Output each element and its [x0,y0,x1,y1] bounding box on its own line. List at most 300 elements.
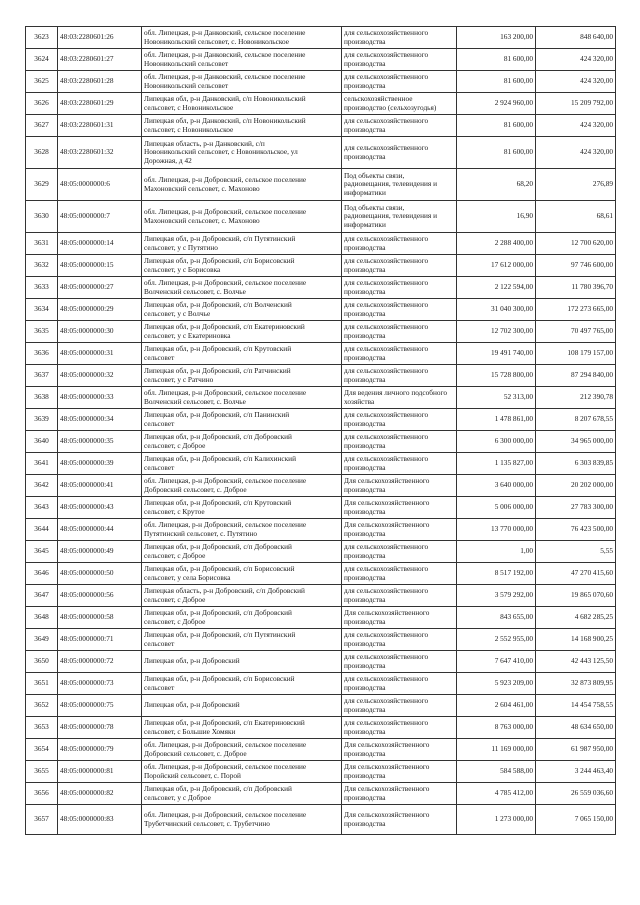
address-cell-line: Липецкая обл, р-н Добровский, с/п Ратчинский [144,366,291,376]
address-cell-line: Липецкая обл, р-н Данковский, с/п Новоникольский [144,116,306,126]
address-cell-line: Махоновский сельсовет, с. Махоново [144,215,260,225]
table-row [26,475,616,497]
table-row [26,783,616,805]
address-cell-line: Новоникольский сельсовет, с Новоникольское, ул [144,147,298,157]
row-number-cell: 3629 [26,169,58,201]
table-row [26,673,616,695]
cadastral-number-cell: 48:05:0000000:41 [58,475,142,497]
cadastral-value-cell: 6 303 839,85 [536,453,616,475]
cadastral-value-cell: 48 634 650,00 [536,717,616,739]
address-cell [142,585,342,607]
row-number-cell: 3645 [26,541,58,563]
address-cell-line: Липецкая обл, р-н Добровский, с/п Борисовский [144,564,295,574]
address-cell [142,739,342,761]
permitted-use-cell-line: для сельскохозяйственного [344,718,429,728]
permitted-use-cell-line: производства [344,374,386,384]
cadastral-number-cell: 48:05:0000000:73 [58,673,142,695]
table-row [26,299,616,321]
table-row [26,27,616,49]
cadastral-value-cell: 34 965 000,00 [536,431,616,453]
table-row [26,137,616,169]
address-cell [142,27,342,49]
row-number-cell: 3637 [26,365,58,387]
permitted-use-cell [342,365,457,387]
address-cell-line: Липецкая обл, р-н Добровский, с/п Калихинский [144,454,296,464]
cadastral-value-cell: 19 865 070,60 [536,585,616,607]
area-cell: 6 300 000,00 [457,431,536,453]
permitted-use-cell-line: производства [344,242,386,252]
address-cell-line: Липецкая обл, р-н Добровский, с/п Волченский [144,300,292,310]
row-number-cell: 3639 [26,409,58,431]
address-cell-line: сельсовет, с Новоникольское [144,102,234,112]
permitted-use-cell-line: для сельскохозяйственного [344,72,429,82]
area-cell: 3 579 292,00 [457,585,536,607]
table-row [26,233,616,255]
permitted-use-cell-line: производства [344,484,386,494]
area-cell: 1 273 000,00 [457,805,536,835]
cadastral-value-cell: 47 270 415,60 [536,563,616,585]
row-number-cell: 3653 [26,717,58,739]
cadastral-number-cell: 48:05:0000000:14 [58,233,142,255]
permitted-use-cell [342,27,457,49]
permitted-use-cell [342,717,457,739]
permitted-use-cell [342,169,457,201]
address-cell-line: сельсовет, у с Ратчино [144,374,214,384]
address-cell-line: сельсовет, с Доброе [144,550,206,560]
cadastral-number-cell: 48:05:0000000:75 [58,695,142,717]
cadastral-value-cell: 87 294 840,00 [536,365,616,387]
address-cell-line: Липецкая обл, р-н Добровский, с/п Путятинский [144,234,296,244]
address-cell-line: обл. Липецкая, р-н Добровский, сельское поселение [144,520,307,530]
address-cell-line: обл. Липецкая, р-н Добровский, сельское поселение [144,175,307,185]
address-cell-line: сельсовет [144,352,175,362]
cadastral-value-cell: 276,89 [536,169,616,201]
row-number-cell: 3635 [26,321,58,343]
permitted-use-cell-line: для сельскохозяйственного [344,344,429,354]
permitted-use-cell-line: производства [344,264,386,274]
cadastral-value-cell: 108 179 157,00 [536,343,616,365]
permitted-use-cell-line: производства [344,528,386,538]
cadastral-value-cell: 3 244 463,40 [536,761,616,783]
address-cell-line: Новоникольский сельсовет [144,80,229,90]
address-cell-line: Липецкая обл, р-н Добровский, с/п Добровский [144,784,292,794]
row-number-cell: 3628 [26,137,58,169]
table-row [26,607,616,629]
address-cell-line: Липецкая обл, р-н Добровский, с/п Панинский [144,410,290,420]
address-cell [142,201,342,233]
table-row [26,563,616,585]
permitted-use-cell-line: для сельскохозяйственного [344,586,429,596]
cadastral-value-cell: 424 320,00 [536,71,616,93]
address-cell [142,321,342,343]
permitted-use-cell [342,519,457,541]
permitted-use-cell-line: производства [344,638,386,648]
permitted-use-cell-line: радиовещания, телевидения и [344,211,437,221]
table-row [26,805,616,835]
row-number-cell: 3648 [26,607,58,629]
permitted-use-cell-line: для сельскохозяйственного [344,432,429,442]
cadastral-value-cell: 7 065 150,00 [536,805,616,835]
cadastral-number-cell: 48:05:0000000:33 [58,387,142,409]
area-cell: 52 313,00 [457,387,536,409]
address-cell-line: Липецкая обл, р-н Добровский, с/п Борисовский [144,674,295,684]
cadastral-number-cell: 48:05:0000000:49 [58,541,142,563]
cadastral-number-cell: 48:03:2280601:26 [58,27,142,49]
permitted-use-cell-line: Для сельскохозяйственного [344,476,430,486]
permitted-use-cell-line: для сельскохозяйственного [344,366,429,376]
cadastral-number-cell: 48:05:0000000:81 [58,761,142,783]
cadastral-number-cell: 48:05:0000000:78 [58,717,142,739]
table-row [26,717,616,739]
row-number-cell: 3631 [26,233,58,255]
address-cell [142,365,342,387]
table-row [26,93,616,115]
cadastral-number-cell: 48:03:2280601:27 [58,49,142,71]
row-number-cell: 3657 [26,805,58,835]
permitted-use-cell-line: Для сельскохозяйственного [344,498,430,508]
permitted-use-cell [342,409,457,431]
table-row [26,541,616,563]
permitted-use-cell-line: производства [344,660,386,670]
address-cell-line: Махоновский сельсовет, с. Махоново [144,183,260,193]
cadastral-number-cell: 48:03:2280601:28 [58,71,142,93]
address-cell [142,93,342,115]
area-cell: 2 122 594,00 [457,277,536,299]
permitted-use-cell-line: производства [344,506,386,516]
area-cell: 8 517 192,00 [457,563,536,585]
address-cell [142,453,342,475]
address-cell-line: Новоникольский сельсовет [144,58,229,68]
address-cell [142,541,342,563]
permitted-use-cell [342,739,457,761]
cadastral-value-cell: 424 320,00 [536,137,616,169]
permitted-use-cell-line: производства [344,80,386,90]
address-cell-line: Липецкая область, р-н Добровский, с/п Добровский [144,586,305,596]
address-cell-line: обл. Липецкая, р-н Добровский, сельское поселение [144,207,307,217]
permitted-use-cell-line: для сельскохозяйственного [344,116,429,126]
permitted-use-cell-line: производства [344,330,386,340]
permitted-use-cell-line: производства [344,418,386,428]
row-number-cell: 3649 [26,629,58,651]
address-cell [142,607,342,629]
address-cell-line: Волченский сельсовет, с. Волчье [144,396,246,406]
cadastral-number-cell: 48:05:0000000:34 [58,409,142,431]
permitted-use-cell-line: для сельскохозяйственного [344,564,429,574]
permitted-use-cell-line: Под объекты связи, [344,170,405,180]
cadastral-number-cell: 48:05:0000000:29 [58,299,142,321]
area-cell: 2 924 960,00 [457,93,536,115]
permitted-use-cell [342,629,457,651]
cadastral-number-cell: 48:05:0000000:31 [58,343,142,365]
cadastral-number-cell: 48:05:0000000:30 [58,321,142,343]
address-cell-line: Липецкая обл, р-н Добровский, с/п Екатериновский [144,322,305,332]
table-row [26,201,616,233]
address-cell-line: обл. Липецкая, р-н Данковский, сельское поселение [144,50,306,60]
cadastral-value-cell: 20 202 000,00 [536,475,616,497]
address-cell-line: сельсовет, у с Путятино [144,242,218,252]
address-cell [142,783,342,805]
table-row [26,739,616,761]
permitted-use-cell-line: информатики [344,187,386,197]
table-row [26,761,616,783]
permitted-use-cell-line: для сельскохозяйственного [344,410,429,420]
permitted-use-cell [342,431,457,453]
area-cell: 1,00 [457,541,536,563]
area-cell: 81 600,00 [457,49,536,71]
address-cell [142,71,342,93]
row-number-cell: 3636 [26,343,58,365]
address-cell [142,761,342,783]
permitted-use-cell [342,233,457,255]
address-cell [142,519,342,541]
area-cell: 8 763 000,00 [457,717,536,739]
permitted-use-cell-line: Под объекты связи, [344,202,405,212]
cadastral-number-cell: 48:03:2280601:31 [58,115,142,137]
permitted-use-cell [342,695,457,717]
cadastral-value-cell: 61 987 950,00 [536,739,616,761]
address-cell-line: Волченский сельсовет, с. Волчье [144,286,246,296]
cadastral-number-cell: 48:05:0000000:83 [58,805,142,835]
permitted-use-cell-line: Для сельскохозяйственного [344,784,430,794]
cadastral-value-cell: 32 873 809,95 [536,673,616,695]
area-cell: 7 647 410,00 [457,651,536,673]
permitted-use-cell [342,321,457,343]
address-cell-line: сельсовет, у с Волчье [144,308,211,318]
permitted-use-cell-line: для сельскохозяйственного [344,322,429,332]
cadastral-number-cell: 48:05:0000000:15 [58,255,142,277]
address-cell-line: обл. Липецкая, р-н Добровский, сельское поселение [144,762,307,772]
row-number-cell: 3623 [26,27,58,49]
row-number-cell: 3632 [26,255,58,277]
address-cell [142,169,342,201]
row-number-cell: 3643 [26,497,58,519]
permitted-use-cell-line: Для ведения личного подсобного [344,388,448,398]
address-cell [142,651,342,673]
area-cell: 163 200,00 [457,27,536,49]
cadastral-number-cell: 48:05:0000000:58 [58,607,142,629]
permitted-use-cell-line: производства [344,124,386,134]
permitted-use-cell-line: Для сельскохозяйственного [344,520,430,530]
table-row [26,365,616,387]
row-number-cell: 3642 [26,475,58,497]
address-cell [142,277,342,299]
permitted-use-cell-line: Для сельскохозяйственного [344,740,430,750]
permitted-use-cell-line: производства [344,726,386,736]
area-cell: 3 640 000,00 [457,475,536,497]
cadastral-value-cell: 42 443 125,50 [536,651,616,673]
permitted-use-cell [342,805,457,835]
table-row [26,71,616,93]
row-number-cell: 3655 [26,761,58,783]
cadastral-number-cell: 48:05:0000000:56 [58,585,142,607]
table-row [26,695,616,717]
table-row [26,321,616,343]
row-number-cell: 3647 [26,585,58,607]
permitted-use-cell-line: производства [344,572,386,582]
table-row [26,431,616,453]
address-cell [142,673,342,695]
address-cell [142,137,342,169]
cadastral-value-cell: 424 320,00 [536,115,616,137]
permitted-use-cell [342,277,457,299]
address-cell-line: сельсовет, у с Борисовка [144,264,221,274]
address-cell [142,233,342,255]
permitted-use-cell [342,497,457,519]
address-cell-line: Липецкая обл, р-н Добровский [144,656,240,666]
address-cell-line: Путятинский сельсовет, с. Путятино [144,528,258,538]
permitted-use-cell [342,387,457,409]
cadastral-number-cell: 48:05:0000000:43 [58,497,142,519]
table-row [26,409,616,431]
address-cell [142,497,342,519]
address-cell-line: Липецкая обл, р-н Добровский, с/п Екатериновский [144,718,305,728]
address-cell-line: обл. Липецкая, р-н Добровский, сельское поселение [144,388,307,398]
address-cell-line: сельсовет, у села Борисовка [144,572,231,582]
address-cell-line: Липецкая обл, р-н Добровский [144,700,240,710]
cadastral-number-cell: 48:05:0000000:35 [58,431,142,453]
address-cell-line: сельсовет [144,462,175,472]
row-number-cell: 3625 [26,71,58,93]
permitted-use-cell-line: для сельскохозяйственного [344,696,429,706]
row-number-cell: 3644 [26,519,58,541]
address-cell-line: обл. Липецкая, р-н Добровский, сельское поселение [144,476,307,486]
row-number-cell: 3646 [26,563,58,585]
cadastral-number-cell: 48:05:0000000:72 [58,651,142,673]
permitted-use-cell [342,93,457,115]
area-cell: 81 600,00 [457,137,536,169]
address-cell [142,409,342,431]
permitted-use-cell [342,71,457,93]
area-cell: 81 600,00 [457,115,536,137]
permitted-use-cell [342,343,457,365]
area-cell: 2 604 461,00 [457,695,536,717]
permitted-use-cell-line: Для сельскохозяйственного [344,810,430,820]
permitted-use-cell-line: производства [344,36,386,46]
permitted-use-cell-line: производства [344,748,386,758]
permitted-use-cell-line: производства [344,770,386,780]
row-number-cell: 3656 [26,783,58,805]
permitted-use-cell [342,607,457,629]
address-cell [142,431,342,453]
permitted-use-cell [342,541,457,563]
address-cell-line: сельсовет, с Доброе [144,594,206,604]
cadastral-number-cell: 48:05:0000000:82 [58,783,142,805]
permitted-use-cell [342,49,457,71]
address-cell [142,717,342,739]
cadastral-value-cell: 848 640,00 [536,27,616,49]
permitted-use-cell-line: производство (сельхозугодья) [344,102,437,112]
permitted-use-cell [342,201,457,233]
permitted-use-cell-line: сельскохозяйственное [344,94,413,104]
address-cell-line: сельсовет, с Крутое [144,506,205,516]
address-cell [142,475,342,497]
row-number-cell: 3652 [26,695,58,717]
cadastral-value-cell: 11 780 396,70 [536,277,616,299]
address-cell [142,629,342,651]
address-cell-line: Липецкая обл, р-н Добровский, с/п Крутовский [144,344,292,354]
row-number-cell: 3641 [26,453,58,475]
permitted-use-cell-line: производства [344,286,386,296]
address-cell-line: Трубетчинский сельсовет, с. Трубетчино [144,818,270,828]
cadastral-number-cell: 48:05:0000000:79 [58,739,142,761]
cadastral-value-cell: 8 207 678,55 [536,409,616,431]
address-cell-line: Дорожная, д 42 [144,155,192,165]
permitted-use-cell-line: производства [344,151,386,161]
table-row [26,497,616,519]
permitted-use-cell [342,761,457,783]
permitted-use-cell-line: производства [344,58,386,68]
address-cell [142,387,342,409]
area-cell: 31 040 300,00 [457,299,536,321]
permitted-use-cell-line: для сельскохозяйственного [344,674,429,684]
area-cell: 5 923 209,00 [457,673,536,695]
permitted-use-cell [342,299,457,321]
address-cell [142,255,342,277]
permitted-use-cell [342,585,457,607]
table-row [26,387,616,409]
cadastral-value-cell: 424 320,00 [536,49,616,71]
row-number-cell: 3651 [26,673,58,695]
permitted-use-cell-line: для сельскохозяйственного [344,652,429,662]
address-cell-line: обл. Липецкая, р-н Данковский, сельское поселение [144,72,306,82]
address-cell-line: сельсовет, у с Доброе [144,792,211,802]
area-cell: 4 785 412,00 [457,783,536,805]
table-row [26,585,616,607]
cadastral-value-cell: 12 700 620,00 [536,233,616,255]
address-cell [142,805,342,835]
address-cell-line: сельсовет, у с Екатериновка [144,330,231,340]
row-number-cell: 3638 [26,387,58,409]
cadastral-number-cell: 48:03:2280601:32 [58,137,142,169]
table-row [26,343,616,365]
permitted-use-cell-line: для сельскохозяйственного [344,234,429,244]
address-cell-line: сельсовет, с Доброе [144,616,206,626]
permitted-use-cell-line: производства [344,818,386,828]
cadastral-value-cell: 97 746 600,00 [536,255,616,277]
address-cell-line: Липецкая обл, р-н Добровский, с/п Крутовский [144,498,292,508]
cadastral-value-cell: 14 168 900,25 [536,629,616,651]
address-cell [142,299,342,321]
area-cell: 1 478 861,00 [457,409,536,431]
permitted-use-cell-line: хозяйства [344,396,375,406]
cadastral-value-cell: 68,61 [536,201,616,233]
cadastral-number-cell: 48:05:0000000:7 [58,201,142,233]
area-cell: 17 612 000,00 [457,255,536,277]
cadastral-value-cell: 172 273 665,00 [536,299,616,321]
table-row [26,169,616,201]
address-cell-line: сельсовет, с Большие Хомяки [144,726,236,736]
address-cell-line: обл. Липецкая, р-н Добровский, сельское поселение [144,278,307,288]
address-cell-line: Липецкая обл, р-н Добровский, с/п Борисовский [144,256,295,266]
permitted-use-cell-line: для сельскохозяйственного [344,300,429,310]
permitted-use-cell-line: производства [344,352,386,362]
area-cell: 11 169 000,00 [457,739,536,761]
address-cell-line: обл. Липецкая, р-н Добровский, сельское поселение [144,740,307,750]
permitted-use-cell [342,115,457,137]
table-row [26,255,616,277]
cadastral-number-cell: 48:05:0000000:44 [58,519,142,541]
address-cell-line: Липецкая обл, р-н Добровский, с/п Добровский [144,432,292,442]
permitted-use-cell-line: радиовещания, телевидения и [344,179,437,189]
address-cell [142,115,342,137]
permitted-use-cell [342,453,457,475]
permitted-use-cell-line: производства [344,440,386,450]
row-number-cell: 3640 [26,431,58,453]
area-cell: 5 006 000,00 [457,497,536,519]
cadastral-value-cell: 26 559 036,60 [536,783,616,805]
permitted-use-cell [342,783,457,805]
area-cell: 2 552 955,00 [457,629,536,651]
